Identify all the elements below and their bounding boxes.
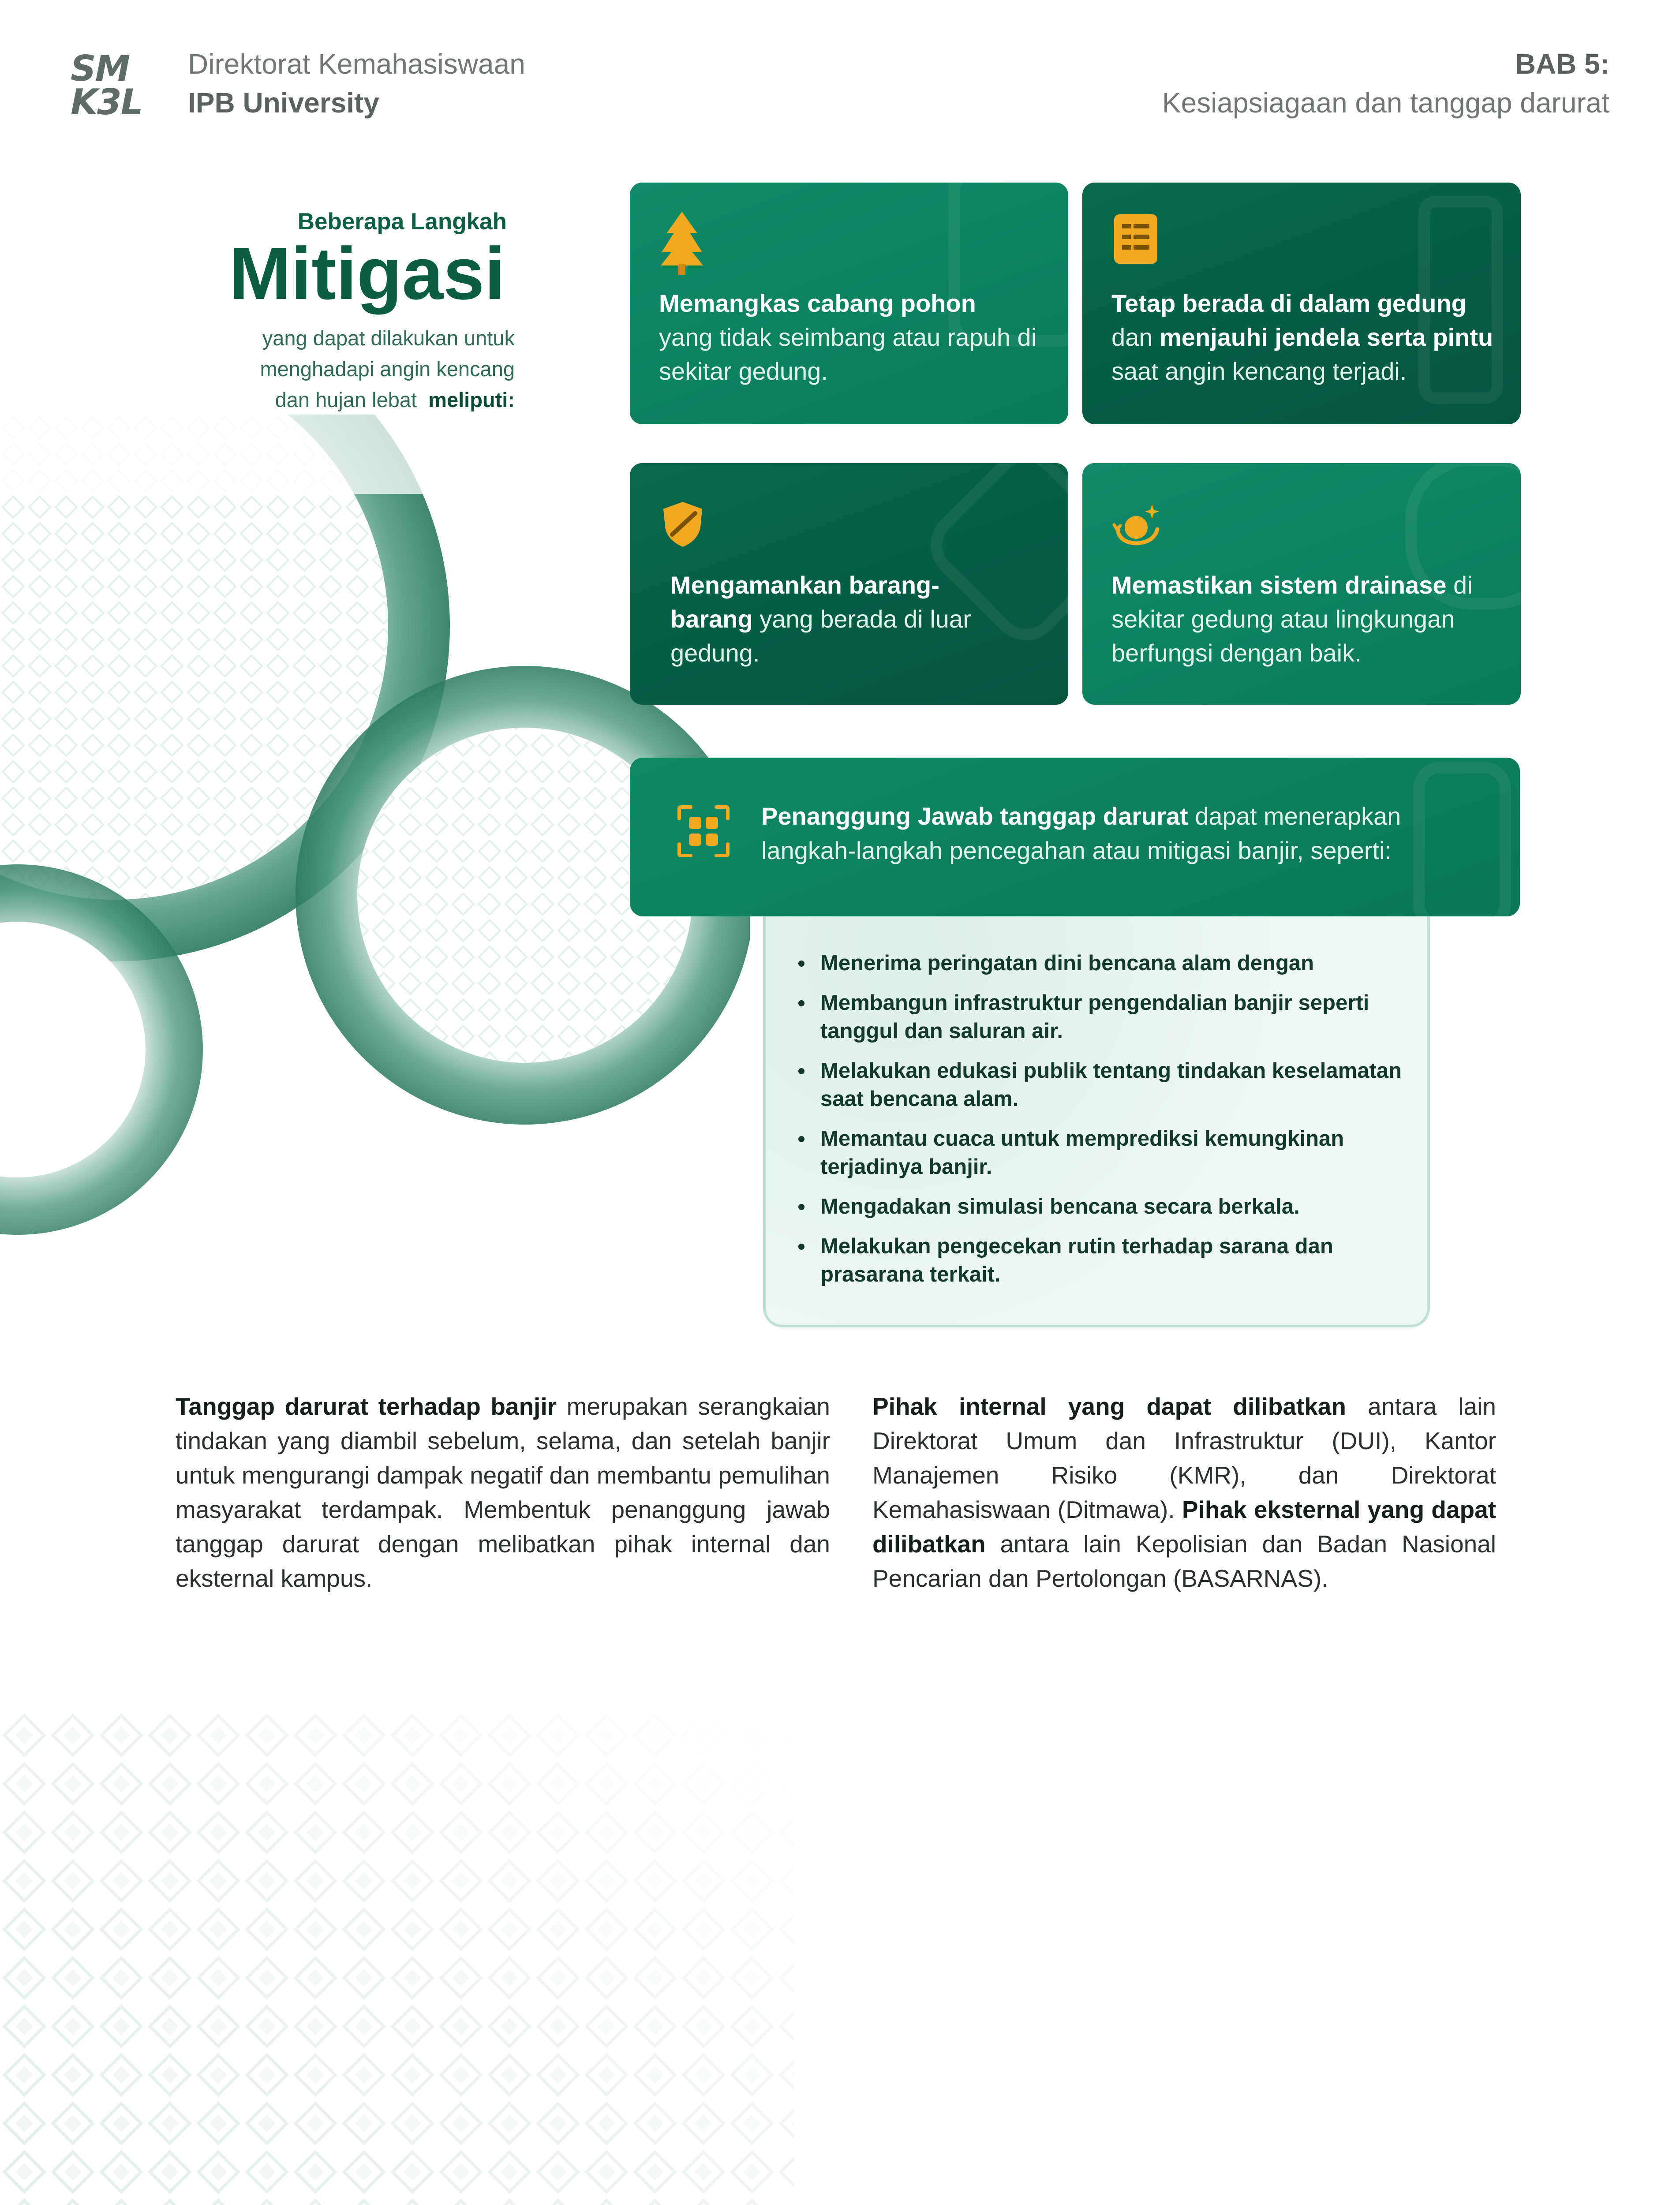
list-item: Menerima peringatan dini bencana alam dengan xyxy=(820,949,1407,977)
intro-subtitle: Beberapa Langkah xyxy=(297,209,507,235)
intro-description: yang dapat dilakukan untuk menghadapi angin kencang dan hujan lebat meliputi: xyxy=(260,326,515,411)
drainage-icon xyxy=(1111,500,1164,549)
org-name: Direktorat Kemahasiswaan xyxy=(188,48,525,80)
mitigation-card-stay-inside: Tetap berada di dalam gedung dan menjauhi jendela serta pintu saat angin kencang terjadi. xyxy=(1082,183,1521,424)
shield-icon xyxy=(661,500,705,549)
mitigation-card-secure-items: Mengamankan barang-barang yang berada di luar gedung. xyxy=(630,463,1068,705)
list-item: Mengadakan simulasi bencana secara berkala. xyxy=(820,1192,1407,1221)
flood-response-text: Penanggung Jawab tanggap darurat dapat menerapkan langkah-langkah pencegahan atau mitigasi banjir, seperti: xyxy=(761,802,1401,864)
pattern-decoration xyxy=(0,1711,794,2205)
list-item: Memantau cuaca untuk memprediksi kemungkinan terjadinya banjir. xyxy=(820,1125,1407,1181)
logo-line-2: K3L xyxy=(71,82,142,123)
flood-mitigation-list xyxy=(763,913,1430,1327)
flood-response-paragraph: Tanggap darurat terhadap banjir merupakan serangkaian tindakan yang diambil sebelum, selama, dan setelah banjir untuk mengurangi dampak negatif dan membantu pemulihan masyarakat terdampak. Membentuk penanggung jawab tanggap darurat dengan melibatkan pihak internal dan eksternal kampus. xyxy=(176,1393,830,1592)
tree-icon xyxy=(659,210,705,276)
university-name: IPB University xyxy=(188,87,379,119)
logo-line-1: SM xyxy=(71,48,130,89)
scan-icon xyxy=(675,803,732,860)
building-icon xyxy=(1111,213,1160,265)
list-item: Melakukan pengecekan rutin terhadap sarana dan prasarana terkait. xyxy=(820,1232,1407,1289)
mitigation-card-prune-trees: Memangkas cabang pohon yang tidak seimbang atau rapuh di sekitar gedung. xyxy=(630,183,1068,424)
chapter-title: Kesiapsiagaan dan tanggap darurat xyxy=(1162,87,1609,119)
mitigation-card-drainage: Memastikan sistem drainase di sekitar gedung atau lingkungan berfungsi dengan baik. xyxy=(1082,463,1521,705)
list-item: Melakukan edukasi publik tentang tindakan keselamatan saat bencana alam. xyxy=(820,1057,1407,1113)
list-item: Membangun infrastruktur pengendalian banjir seperti tanggul dan saluran air. xyxy=(820,989,1407,1045)
smk3l-logo xyxy=(71,48,146,123)
intro-title: Mitigasi xyxy=(229,232,505,315)
stakeholders-paragraph: Pihak internal yang dapat dilibatkan antara lain Direktorat Umum dan Infrastruktur (DUI), Kantor Manajemen Risiko (KMR), dan Direktorat Kemahasiswaan (Ditmawa). Pihak eksternal yang dapat dilibatkan antara lain Kepolisian dan Badan Nasional Pencarian dan Pertolongan (BASARNAS). xyxy=(872,1393,1496,1592)
chapter-number: BAB 5: xyxy=(1515,48,1609,80)
